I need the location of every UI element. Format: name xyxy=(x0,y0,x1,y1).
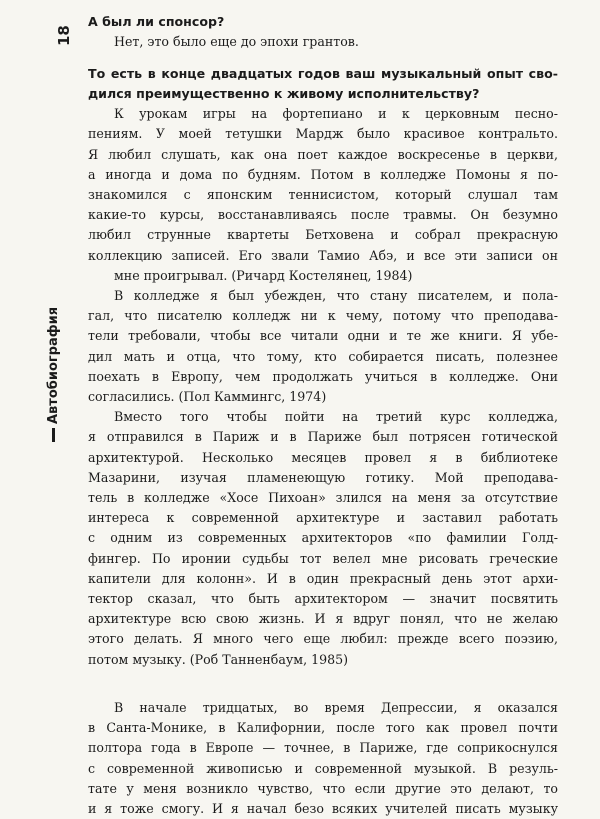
text-line: знакомился с японским теннисистом, который слушал там xyxy=(88,187,558,203)
text-line: мне проигрывал. (Ричард Костелянец, 1984) xyxy=(114,267,413,283)
text-line: В колледже я был убежден, что стану писателем, и пола- xyxy=(114,288,558,304)
text-line: тате у меня возникло чувство, что если другие это делают, то xyxy=(88,780,558,796)
text-line: и я тоже смогу. И я начал безо всяких учителей писать музыку xyxy=(88,800,558,816)
text-line: в Санта-Монике, в Калифорнии, после того как провел почти xyxy=(88,720,558,736)
paragraph-childhood xyxy=(88,104,558,286)
text-line: потом музыку. (Роб Танненбаум, 1985) xyxy=(88,651,349,667)
text-line: тель в колледже «Хосе Пихоан» злился на меня за отсутствие xyxy=(88,490,558,506)
text-line: Мазарини, изучая пламенеющую готику. Мой преподава- xyxy=(88,469,558,485)
text-line: архитектуре всю свою жизнь. И я вдруг понял, что не желаю xyxy=(88,611,558,627)
page-number: 18 xyxy=(55,25,73,46)
text-line: гал, что писателю колледж ни к чему, потому что преподава- xyxy=(88,308,558,324)
text-line: коллекцию записей. Его звали Тамио Абэ, и все эти записи он xyxy=(88,247,558,263)
text-line: любил струнные квартеты Бетховена и собрал прекрасную xyxy=(88,227,558,243)
text-line: архитектурой. Несколько месяцев провел я в библиотеке xyxy=(88,449,558,465)
paragraph-santa-monica xyxy=(88,698,558,819)
running-section-title: Автобиография xyxy=(46,306,61,424)
question-live-performance xyxy=(88,64,558,104)
text-line: полтора года в Европе — точнее, в Париже, где соприкоснулся xyxy=(88,740,558,756)
text-line: интереса к современной архитектуре и заставил работать xyxy=(88,510,558,526)
page-body xyxy=(88,12,558,819)
question-line: То есть в конце двадцатых годов ваш музыкальный опыт сво- xyxy=(88,66,558,82)
text-line: Я любил слушать, как она поет каждое воскресенье в церкви, xyxy=(88,146,558,162)
text-line: я отправился в Париж и в Париже был потрясен готической xyxy=(88,429,558,445)
text-line: с современной живописью и современной музыкой. В резуль- xyxy=(88,760,558,776)
text-line: этого делать. Я много чего еще любил: прежде всего поэзию, xyxy=(88,631,558,647)
text-line: поехать в Европу, чем продолжать учиться в колледже. Они xyxy=(88,368,558,384)
text-line: капители для колонн». И в один прекрасный день этот архи- xyxy=(88,570,558,586)
paragraph-writer xyxy=(88,286,558,407)
section-marker xyxy=(52,428,55,442)
answer-sponsor: Нет, это было еще до эпохи грантов. xyxy=(114,34,359,49)
text-line: фингер. По иронии судьбы тот велел мне рисовать греческие xyxy=(88,550,558,566)
text-line: В начале тридцатых, во время Депрессии, я оказался xyxy=(114,699,558,715)
text-line: пениям. У моей тетушки Мардж было красивое контральто. xyxy=(88,126,558,142)
question-line: дился преимущественно к живому исполнительству? xyxy=(88,86,480,102)
text-line: дил мать и отца, что тому, кто собирается писать, полезнее xyxy=(88,348,558,364)
question-sponsor: А был ли спонсор? xyxy=(88,14,225,29)
text-line: а иногда и дома по будням. Потом в колледже Помоны я по- xyxy=(88,166,558,182)
text-line: какие-то курсы, восстанавливаясь после травмы. Он безумно xyxy=(88,207,558,223)
page-margin xyxy=(0,0,85,750)
text-line: тектор сказал, что быть архитектором — значит посвятить xyxy=(88,591,558,607)
text-line: с одним из современных архитекторов «по фамилии Голд- xyxy=(88,530,558,546)
text-line: Вместо того чтобы пойти на третий курс колледжа, xyxy=(114,409,558,425)
text-line: тели требовали, чтобы все читали одни и те же книги. Я убе- xyxy=(88,328,558,344)
paragraph-paris xyxy=(88,407,558,670)
text-line: К урокам игры на фортепиано и к церковным песно- xyxy=(114,106,558,122)
text-line: согласились. (Пол Каммингс, 1974) xyxy=(88,389,327,405)
